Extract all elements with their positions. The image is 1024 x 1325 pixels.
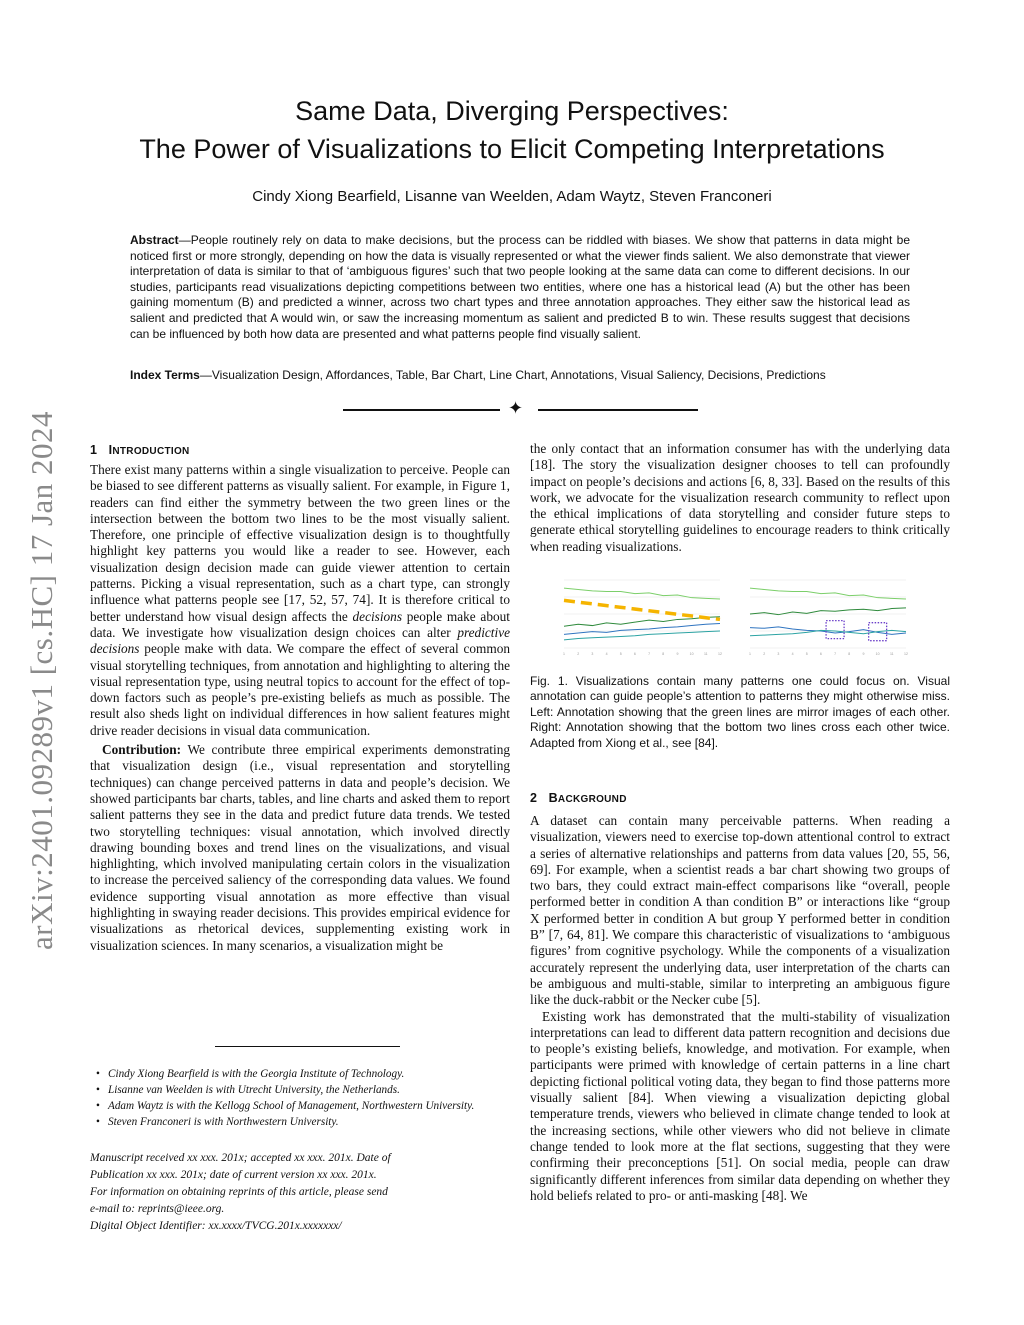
chart-panel-left bbox=[563, 580, 722, 656]
x-tick-label: 8 bbox=[848, 652, 851, 656]
x-tick-label: 9 bbox=[676, 652, 679, 656]
right-column-bottom bbox=[530, 813, 950, 1204]
figure-caption: Fig. 1. Visualizations contain many patterns one could focus on. Visual annotation can guide people’s attention to patterns they might otherwise miss. Left: Annotation showing that the green lines are mirror images of each other. Right: Annotation showing that the bottom two lines cross each other twice. Adapted from Xiong et al., see [84]. bbox=[530, 674, 950, 750]
left-column bbox=[90, 462, 510, 954]
footnote-item: • Adam Waytz is with the Kellogg School of Management, Northwestern University. bbox=[96, 1098, 516, 1114]
contribution-label: Contribution: bbox=[102, 742, 182, 758]
x-tick-label: 7 bbox=[648, 652, 651, 656]
figure-1 bbox=[560, 576, 920, 660]
manuscript-line: e-mail to: reprints@ieee.org. bbox=[90, 1203, 225, 1215]
section-2-initial: B bbox=[548, 791, 558, 805]
crossing-annotation-box bbox=[826, 621, 844, 639]
chart-panel-right bbox=[749, 580, 908, 656]
background-paragraph-1: A dataset can contain many perceivable patterns. When reading a visualization, viewers need to exercise top-down attentional control to extract a series of alternative relationships and patterns from data values [20, 55, 56, 69]. For example, when a scientist reads a bar chart showing two groups of two bars, they could extract main-effect comparisons like “overall, people performed better in condition A than condition B” or interactions like “group X performed better in condition A but group Y performed better in condition B” [7, 64, 81]. We compare this characteristic of visualizations to ‘ambiguous figures’ from cognitive psychology. While the components of a visualization accurately represent the underlying data, user interpretation of the charts can be ambiguous and multi-stable, similar to interpreting an ambiguous figure like the duck-rabbit or the Necker cube [5]. bbox=[530, 813, 950, 1008]
x-tick-label: 9 bbox=[862, 652, 865, 656]
index-terms bbox=[130, 368, 930, 382]
background-paragraph-2: Existing work has demonstrated that the multi-stability of visualization interpretations can lead to different data pattern recognition and decisions due to people’s existing beliefs, knowledge, and motivation. For example, when participants were primed with knowledge of certain patterns in a line chart depicting fictional political voting data, they began to find those patterns more visually salient [84]. When viewing a visualization depicting global temperature trends, viewers who believed in climate change tended to look at the increasing sections, while other viewers who did not believe in climate change tended to look more at the flat sections, suggesting that they were confirming their preconceptions [51]. On social media, people can draw significantly different inferences from similar data depending on whether they hold beliefs related to pro- or anti-masking [48]. We bbox=[530, 1008, 950, 1203]
intro-emphasis-predictive: predictive decisions bbox=[90, 624, 510, 657]
x-tick-label: 11 bbox=[703, 652, 708, 656]
paper-title bbox=[0, 92, 1024, 168]
series-line-green-light bbox=[564, 588, 720, 599]
manuscript-info bbox=[90, 1150, 500, 1235]
section-1-number: 1 bbox=[90, 443, 98, 457]
right-paragraph-1: the only contact that an information consumer has with the underlying data [18]. The story the visualization designer chooses to tell can profoundly impact on people’s decisions and actions [6, 8, 33]. Based on the results of this work, we advocate for the visualization research community to reflect upon the ethical implications of data storytelling and consider future steps to generate ethical storytelling guidelines to encourage readers to think critically when reading visualizations. bbox=[530, 441, 950, 554]
index-terms-label: Index Terms bbox=[130, 368, 200, 382]
abstract-text: —People routinely rely on data to make decisions, but the process can be riddled with biases. We show that patterns in data might be noticed first or more strongly, depending on how the data is visually represented or what the viewer finds salient. We also demonstrate that viewer interpretation of data is similar to that of ‘ambiguous figures’ such that two people looking at the same data can come to different decisions. In our studies, participants read visualizations depicting competitions between two entities, where one has a historical lead (A) but the other has been gaining momentum (B) and predicted a winner, across two chart types and three annotation approaches. They either saw the historical lead as salient and predicted that A would win, or saw the increasing momentum as salient and predicted B to win. These results suggest that decisions can be influenced by both how data are presented and what patterns people find visually salient. bbox=[130, 233, 910, 341]
manuscript-line: Digital Object Identifier: xx.xxxx/TVCG.201x.xxxxxxx/ bbox=[90, 1220, 342, 1232]
x-tick-label: 8 bbox=[662, 652, 665, 656]
x-tick-label: 7 bbox=[834, 652, 837, 656]
series-line-green-light bbox=[750, 588, 906, 599]
x-tick-label: 11 bbox=[889, 652, 894, 656]
footnote-item: • Lisanne van Weelden is with Utrecht University, the Netherlands. bbox=[96, 1082, 516, 1098]
x-tick-label: 6 bbox=[633, 652, 636, 656]
divider-line-right bbox=[538, 409, 698, 411]
section-1-heading bbox=[90, 443, 190, 457]
arxiv-stamp: arXiv:2401.09289v1 [cs.HC] 17 Jan 2024 bbox=[24, 410, 59, 950]
footnote-rule bbox=[215, 1046, 400, 1047]
x-tick-label: 12 bbox=[718, 652, 722, 656]
series-line-green-dark bbox=[750, 608, 906, 615]
intro-paragraph-1 bbox=[90, 462, 510, 739]
contribution-paragraph bbox=[90, 742, 510, 954]
x-tick-label: 5 bbox=[805, 652, 808, 656]
footnote-list bbox=[96, 1066, 516, 1130]
x-tick-label: 2 bbox=[763, 652, 766, 656]
x-tick-label: 10 bbox=[875, 652, 880, 656]
contribution-text: We contribute three empirical experiments demonstrating that visualization design (i.e., visual representation and storytelling techniques) can change perceived patterns in data and people’s decision. We showed participants bar charts, tables, and line charts and asked them to report salient patterns they see in the data and predict future data trends. We tested two storytelling techniques: visual annotation, which involved directly drawing bounding boxes and trend lines on the visualizations, and visual highlighting, which involved manipulating certain colors in the visualization to increase the perceived saliency of the corresponding data values. We found evidence supporting visual annotation as more effective than visual highlighting in swaying reader decisions. This provides empirical evidence for visualizations as rhetorical devices, supplementing existing work in visualization sciences. In many scenarios, a visualization might be bbox=[90, 742, 510, 953]
x-tick-label: 4 bbox=[605, 652, 608, 656]
x-tick-label: 10 bbox=[689, 652, 694, 656]
manuscript-line: Manuscript received xx xxx. 201x; accepted xx xxx. 201x. Date of bbox=[90, 1152, 391, 1164]
section-2-rest: ACKGROUND bbox=[557, 794, 627, 805]
footnote-item: • Cindy Xiong Bearfield is with the Georgia Institute of Technology. bbox=[96, 1066, 516, 1082]
author-list: Cindy Xiong Bearfield, Lisanne van Weelden, Adam Waytz, Steven Franconeri bbox=[252, 188, 772, 205]
trend-annotation-line bbox=[564, 600, 720, 619]
x-tick-label: 2 bbox=[577, 652, 580, 656]
title-line-2: The Power of Visualizations to Elicit Competing Interpretations bbox=[139, 134, 885, 164]
section-1-initial: I bbox=[108, 443, 113, 457]
footnote-item: • Steven Franconeri is with Northwestern University. bbox=[96, 1114, 516, 1130]
index-terms-text: —Visualization Design, Affordances, Table, Bar Chart, Line Chart, Annotations, Visual Saliency, Decisions, Predictions bbox=[199, 368, 826, 382]
manuscript-line: Publication xx xxx. 201x; date of current version xx xxx. 201x. bbox=[90, 1169, 377, 1181]
x-tick-label: 4 bbox=[791, 652, 794, 656]
manuscript-line: For information on obtaining reprints of this article, please send bbox=[90, 1186, 388, 1198]
intro-emphasis-decisions: decisions bbox=[352, 608, 403, 624]
x-tick-label: 6 bbox=[819, 652, 822, 656]
title-line-1: Same Data, Diverging Perspectives: bbox=[295, 96, 729, 126]
abstract-label: Abstract bbox=[130, 233, 179, 247]
section-2-number: 2 bbox=[530, 791, 538, 805]
x-tick-label: 5 bbox=[619, 652, 622, 656]
intro-p1-part-c: people make with data. We compare the effect of several common visual storytelling techniques, from annotation and highlighting to altering the visual representation type, using neutral topics to account for the effect of top-down factors such as people’s pre-existing beliefs as much as possible. The result also sheds light on individual differences in how salient features might drive reader decisions in visual data communication. bbox=[90, 641, 510, 738]
intro-p1-part-b: people make about data. We investigate how visualization design choices can alter bbox=[90, 608, 510, 640]
x-tick-label: 3 bbox=[777, 652, 780, 656]
intro-p1-part-a: There exist many patterns within a single visualization to perceive. People can be biased to see different patterns as visually salient. For example, in Figure 1, readers can find either the symmetry between the two green lines or the intersection between the bottom two lines to be the most visually salient. Therefore, one principle of effective visualization design is to thoughtfully highlight key patterns you would like a reader to see. However, each visualization design decision made can guide viewer attention to certain patterns. Picking a visual representation, such as a chart type, can strongly influence what patterns people see [17, 52, 57, 74]. It is therefore critical to better understand how visual design affects the bbox=[90, 462, 510, 624]
section-2-heading bbox=[530, 791, 627, 805]
divider-star-icon: ✦ bbox=[508, 398, 524, 419]
x-tick-label: 3 bbox=[591, 652, 594, 656]
x-tick-label: 1 bbox=[749, 652, 751, 656]
right-column-top bbox=[530, 441, 950, 555]
x-tick-label: 1 bbox=[563, 652, 565, 656]
x-tick-label: 12 bbox=[904, 652, 908, 656]
abstract bbox=[130, 233, 910, 342]
section-1-rest: NTRODUCTION bbox=[112, 446, 190, 457]
divider-line-left bbox=[343, 409, 500, 411]
